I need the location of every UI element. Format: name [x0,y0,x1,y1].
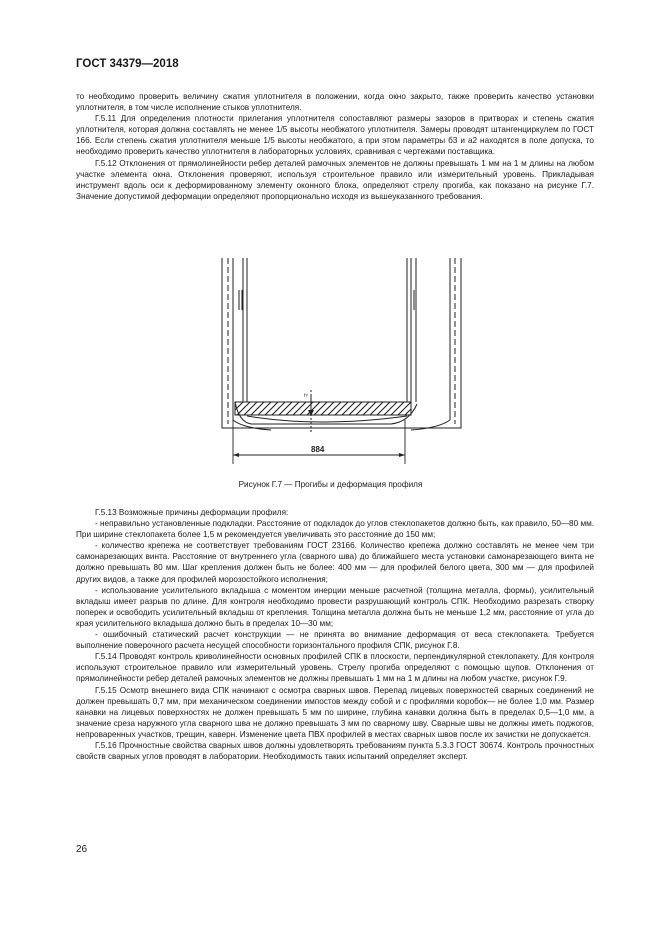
frame-dashed-line [228,258,455,424]
paragraph: то необходимо проверить величину сжатия уплотнителя в положении, когда окно закрыто, также проверить качество установки уплотнителя, в том числе исполнение стыков уплотнителя. [76,92,594,113]
paragraph: - количество крепежа не соответствует требованиям ГОСТ 23166. Количество крепежа должно составлять не менее чем три самонарезающих винта. Расстояние от внутреннего угла (сварного шва) до ближайшего места установки самонарезающего винта не должно превышать 80 мм. Шаг крепления должен быть не более: 400 мм — для профилей белого цвета, 300 мм — для профилей других видов, а также для профилей морозостойкого исполнения; [76,541,594,584]
bottom-text-block [76,507,594,762]
dimension-label: 884 [311,445,325,454]
paragraph: Г.5.11 Для определения плотности прилегания уплотнителя сопоставляют размеры зазоров в притворах и степень сжатия уплотнителя, которая должна составлять не менее 1/5 высоты необжатого уплотнителя. Замеры проводят штангенциркулем по ГОСТ 166. Если степень сжатия уплотнителя меньше 1/5 высоты необжатого, а при этом параметры б3 и а2 находятся в поле допуска, то необходимо проверить качество уплотнителя в лабораторных условиях, сравнивая с чертежами поставщика. [76,114,594,157]
paragraph: Г.5.15 Осмотр внешнего вида СПК начинают с осмотра сварных швов. Перепад лицевых поверхностей сварных соединений не должен превышать 0,7 мм, при механическом соединении импостов между собой и с профилями коробок— не более 1,0 мм. Размер канавки на лицевых поверхностях не должен превышать 5 мм по ширине, глубина канавки должна быть в пределах 0,5—1,0 мм, а значение среза наружного угла сварного шва не должно превышать 3 мм по сварному шву. Сварные швы не должны иметь поджогов, непроваренных участков, трещин, каверн. Изменение цвета ПВХ профилей в местах сварных швов после их зачистки не допускается. [76,685,594,739]
dimension-arrow-left [233,453,239,457]
paragraph: Г.5.14 Проводят контроль криволинейности основных профилей СПК в плоскости, перпендикулярной стеклопакету. Для контроля используют строительное правило или измерительный уровень. Стрелу прогиба определяют с помощью щупов. Отклонения от прямолинейности ребер деталей рамочных элементов не должны превышать 1 мм на 1 м длины на любом участке, рисунок Г.9. [76,652,594,684]
dimension-arrow-right [399,453,405,457]
paragraph: Г.5.16 Прочностные свойства сварных швов должны удовлетворять требованиям пункта 5.3.3 ГОСТ 30674. Контроль прочностных свойств сварных углов проводят в лаборатории. Необходимость таких испытаний определяет эксперт. [76,740,594,762]
paragraph: - использование усилительного вкладыша с моментом инерции меньше расчетной (толщина металла, формы), усилительный вкладыш имеет разрыв по длине. Для контроля необходимо провести разрушающий контроль СПК. Необходимо разрезать створку поперек и освободить усилительный вкладыш от крепления. Толщина металла должна быть не меньше 1,2 мм, расстояние от угла до края усилительного вкладыша должно быть в пределах 10—30 мм; [76,585,594,628]
deflection-diagram [211,252,473,464]
figure-profile-deflection [211,252,473,464]
top-text-block [76,91,594,202]
paragraph: - неправильно установленные подкладки. Расстояние от подкладок до углов стеклопакетов должно быть, как правило, 50—80 мм. При ширине стеклопакета более 1,5 м рекомендуется увеличивать это расстояние до 150 мм; [76,519,594,540]
paragraph: - ошибочный статический расчет конструкции — не принята во внимание деформация от веса стеклопакета. Требуется выполнение поверочного расчета несущей способности горизонтального профиля СПК, рисунок Г.8. [76,630,594,651]
sash-left-line [243,258,247,402]
figure-caption: Рисунок Г.7 — Прогибы и деформация профиля [238,480,423,489]
deflection-curve [247,416,407,422]
hinge-left [239,290,242,310]
sash-right-line [407,258,416,402]
document-header: ГОСТ 34379—2018 [76,58,179,70]
page-number: 26 [76,844,88,855]
hinge-right [411,290,414,310]
paragraph: Г.5.12 Отклонения от прямолинейности ребер деталей рамочных элементов не должны превышать 1 мм на 1 м длины на любом участке элемента окна. Отклонения проверяют, используя строительное правило или измерительный уровень. Прикладывая инструмент вдоль оси к деформированному элементу оконного блока, определяют стрелу прогиба, как показано на рисунке Г.7. Значение допустимой деформации определяют пропорционально исходя из вышеуказанного требования. [76,158,594,201]
frame-line [233,258,450,420]
glass-unit-section [235,402,411,415]
paragraph: Г.5.13 Возможные причины деформации профиля: [95,508,289,517]
deflection-label: f? [304,393,308,398]
